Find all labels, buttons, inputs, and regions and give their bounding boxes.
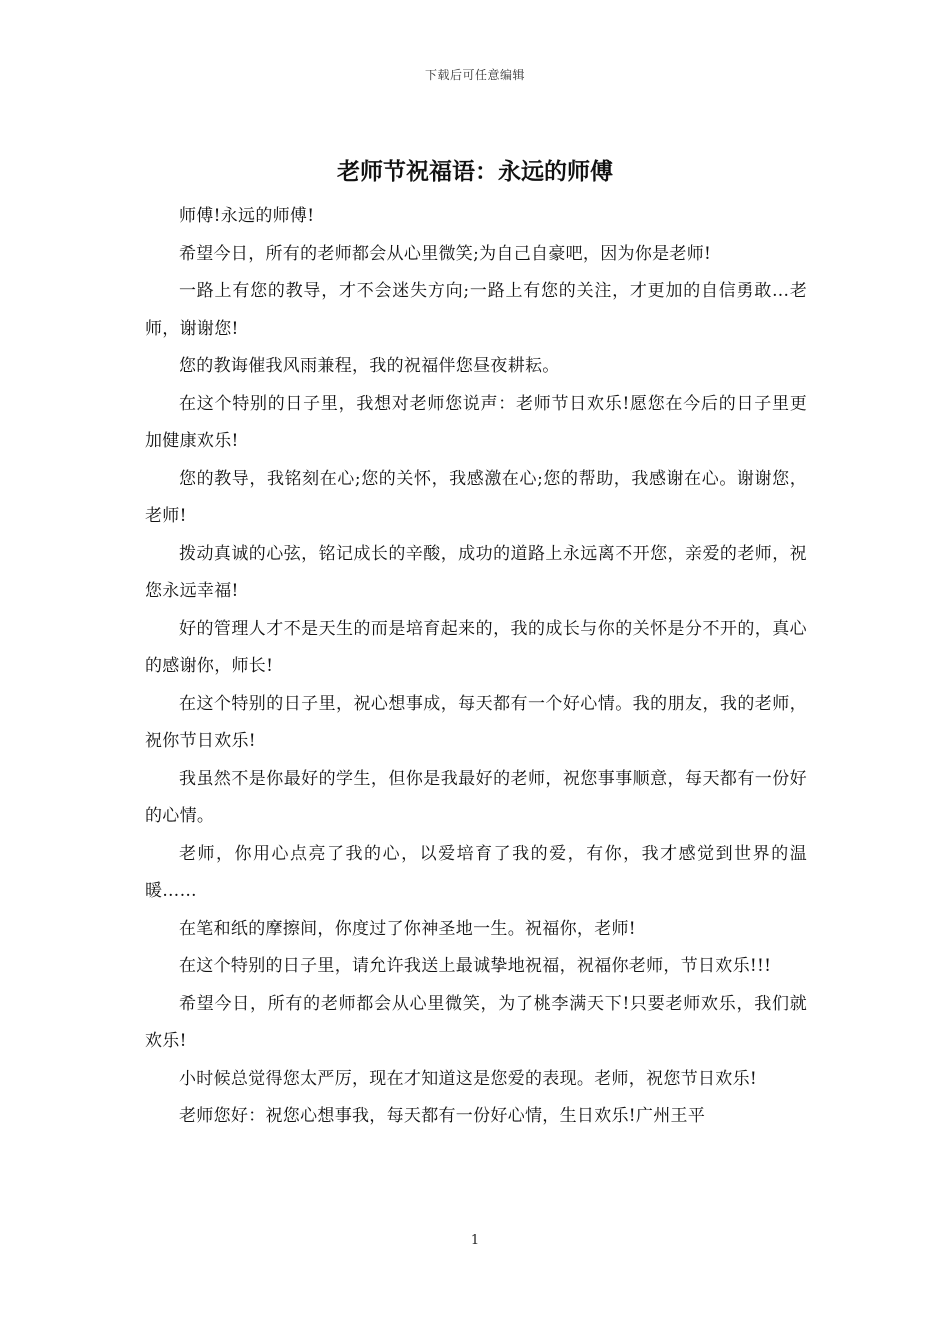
paragraph: 老师，你用心点亮了我的心，以爱培育了我的爱，有你，我才感觉到世界的温暖……: [145, 843, 807, 901]
paragraph: 希望今日，所有的老师都会从心里微笑，为了桃李满天下!只要老师欢乐，我们就欢乐!: [145, 993, 807, 1051]
paragraph: 在这个特别的日子里，请允许我送上最诚挚地祝福，祝福你老师，节日欢乐!!!: [179, 956, 772, 976]
paragraph: 您的教导，我铭刻在心;您的关怀，我感激在心;您的帮助，我感谢在心。谢谢您，老师!: [145, 468, 807, 526]
page-number: 1: [470, 1233, 480, 1248]
paragraph: 在这个特别的日子里，我想对老师您说声：老师节日欢乐!愿您在今后的日子里更加健康欢乐!: [145, 393, 807, 451]
document-body: [145, 198, 807, 1136]
paragraph: 小时候总觉得您太严厉，现在才知道这是您爱的表现。老师，祝您节日欢乐!: [179, 1068, 758, 1089]
header-note: 下载后可任意编辑: [424, 68, 525, 82]
paragraph: 您的教诲催我风雨兼程，我的祝福伴您昼夜耕耘。: [179, 356, 560, 376]
paragraph: 师傅!永远的师傅!: [179, 206, 315, 226]
paragraph: 希望今日，所有的老师都会从心里微笑;为自己自豪吧，因为你是老师!: [179, 243, 712, 264]
paragraph: 老师您好：祝您心想事我，每天都有一份好心情，生日欢乐!广州王平: [179, 1106, 706, 1126]
paragraph: 我虽然不是你最好的学生，但你是我最好的老师，祝您事事顺意，每天都有一份好的心情。: [145, 768, 807, 826]
paragraph: 一路上有您的教导，才不会迷失方向;一路上有您的关注，才更加的自信勇敢...老师，谢谢您!: [145, 281, 807, 339]
paragraph: 好的管理人才不是天生的而是培育起来的，我的成长与你的关怀是分不开的，真心的感谢你，师长!: [145, 618, 807, 676]
paragraph: 在笔和纸的摩擦间，你度过了你神圣地一生。祝福你，老师!: [179, 918, 636, 939]
paragraph: 拨动真诚的心弦，铭记成长的辛酸，成功的道路上永远离不开您，亲爱的老师，祝您永远幸福!: [145, 543, 807, 601]
paragraph: 在这个特别的日子里，祝心想事成，每天都有一个好心情。我的朋友，我的老师，祝你节日欢乐!: [145, 693, 807, 751]
document-title: 老师节祝福语：永远的师傅: [337, 158, 613, 185]
